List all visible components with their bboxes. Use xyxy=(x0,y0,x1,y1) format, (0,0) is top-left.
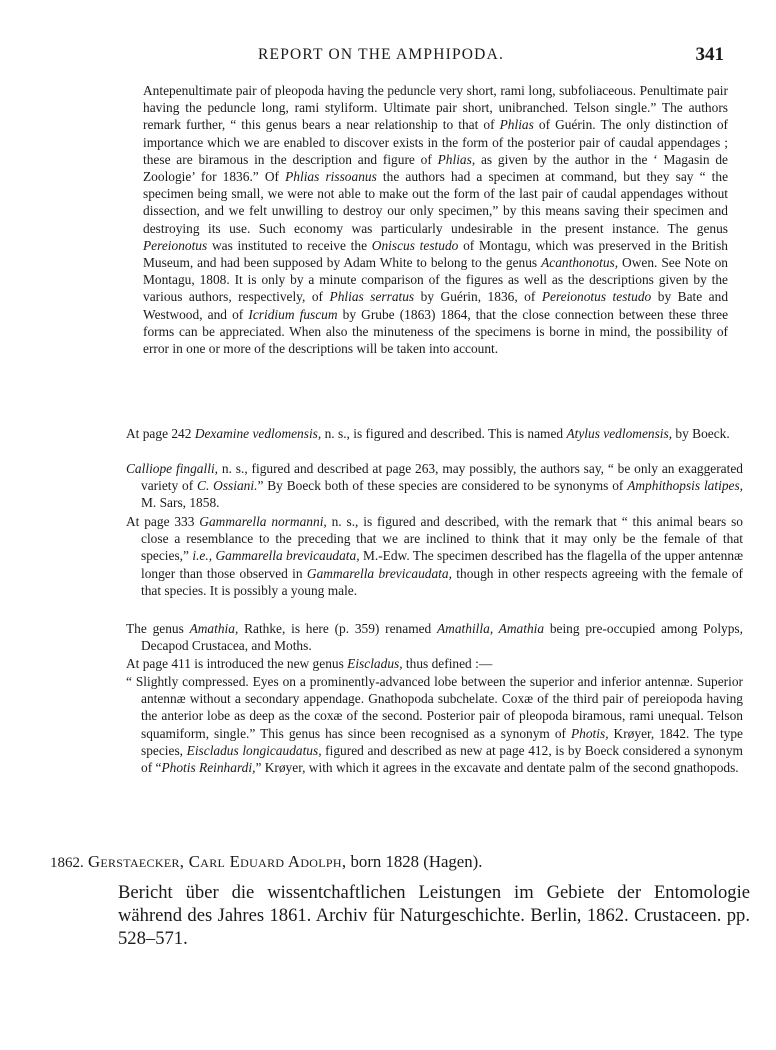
taxon-name: Calliope fingalli, xyxy=(126,461,219,476)
taxon-name: Pereionotus xyxy=(143,237,208,253)
text-run: Rathke, is here (p. 359) renamed xyxy=(238,621,437,636)
taxon-name: Dexamine vedlomensis, xyxy=(194,426,322,441)
taxon-name: Atylus vedlomensis, xyxy=(566,426,673,441)
text-run: figured and described as new at page 412, is by Boeck considered a synonym of “ xyxy=(141,742,743,776)
text-run: of Guérin. The only distinction of importance which we are enabled to discover exists in the form of the posterior pair of caudal appendages ; these are biramous in the description and figure of xyxy=(143,117,728,167)
text-run: At page 333 xyxy=(126,514,200,529)
entry-year: 1862. xyxy=(50,855,84,871)
text-run: n. s., figured and described at page 263, may possibly, the authors say, “ be only an exaggerated variety of xyxy=(141,461,743,494)
text-run: At page 411 is introduced the new genus xyxy=(126,656,348,671)
text-run: being pre-occupied among Polyps, Decapod Crustacea, and Moths. xyxy=(141,621,743,654)
paragraph-amathia xyxy=(126,620,743,654)
quote-continuation xyxy=(143,82,728,357)
taxon-name: Pereionotus testudo xyxy=(541,289,652,305)
text-run: by Grube (1863) 1864, that the close connection between these three forms can be appreciated. When also the minuteness of the specimens is borne in mind, the possibility of error in one or more of the descriptions will be taken into account. xyxy=(143,306,729,357)
paragraph-eiscladus-definition xyxy=(126,673,743,776)
text-run: Krøyer, 1842. The type species, xyxy=(141,725,744,758)
text-run: of Montagu, which was preserved in the British Museum, and had been supposed by Adam White to belong to the genus xyxy=(143,237,728,271)
abbrev-ie: i.e., xyxy=(192,548,213,564)
taxon-name: Amphithopsis latipes, xyxy=(627,478,744,494)
text-run: M. Sars, 1858. xyxy=(141,495,220,511)
taxon-name: Amathia, xyxy=(189,621,239,636)
taxon-name: C. Ossiani. xyxy=(197,478,258,494)
taxon-name: Gammarella brevicaudata, xyxy=(306,565,452,581)
text-run: The genus xyxy=(126,621,190,636)
running-head xyxy=(0,44,776,68)
taxon-name: Photis, xyxy=(570,725,609,741)
taxon-name: Eiscladus longicaudatus, xyxy=(186,742,322,758)
entry-author: Gerstaecker, Carl Eduard Adolph, xyxy=(87,852,347,871)
paragraph-gammarella xyxy=(126,513,743,599)
text-run: M.-Edw. The specimen described has the flagella of the upper antennæ longer than those observed in xyxy=(141,548,743,581)
text-run: by Bate and Westwood, and of xyxy=(143,289,729,322)
taxon-name: Oniscus testudo xyxy=(371,237,459,253)
bibliography-entry xyxy=(50,851,750,949)
text-run: ” By Boeck both of these species are considered to be synonyms of xyxy=(257,478,628,494)
paragraph-eiscladus-intro xyxy=(126,655,728,672)
entry-citation xyxy=(118,881,750,950)
text-run: thus defined :— xyxy=(402,656,493,671)
text-run: At page 242 xyxy=(126,426,195,441)
paragraph-calliope xyxy=(126,460,743,512)
taxon-name: Icridium fuscum xyxy=(248,306,338,322)
text-run: by Guérin, 1836, of xyxy=(414,289,542,305)
taxon-name: Gammarella brevicaudata, xyxy=(215,548,360,564)
text-run: ” Krøyer, with which it agrees in the excavate and dentate palm of the second gnathopods. xyxy=(255,760,739,776)
text-run: “ Slightly compressed. Eyes on a prominently-advanced lobe between the superior and inferior antennæ. Superior antennæ without a secondary appendage. Gnathopoda subchelate. Coxæ of the third pair of pereiopoda having the anterior lobe as deep as the coxæ of the second. Posterior pair of pleopoda biramous, rami unequal. Telson squamiform, single.” This genus has since been recognised as a synonym of xyxy=(126,674,743,741)
taxon-name: Gammarella normanni, xyxy=(199,514,327,529)
paragraph-dexamine xyxy=(126,425,743,442)
taxon-name: Phlias rissoanus xyxy=(285,169,377,185)
text-run: Antepenultimate pair of pleopoda having the peduncle very short, rami long, subfoliaceous. Penultimate pair having the peduncle long, rami styliform. Ultimate pair short, unibranched. Telson single.” The authors remark further, “ this genus bears a near relationship to that of xyxy=(143,83,728,133)
entry-heading xyxy=(50,851,740,874)
taxon-name: Phlias, xyxy=(437,151,476,167)
taxon-name: Phlias xyxy=(499,117,534,133)
taxon-name: Phlias serratus xyxy=(329,289,415,305)
taxon-name: Amathilla, Amathia xyxy=(437,621,545,636)
citation-text: Bericht über die wissentchaftlichen Leistungen im Gebiete der Entomologie während des Jahres 1861. Archiv für Naturgeschichte. Berlin, 1862. Crustaceen. pp. 528–571. xyxy=(118,882,750,949)
running-title: REPORT ON THE AMPHIPODA. xyxy=(258,46,505,63)
text-run: n. s., is figured and described, with the remark that “ this animal bears so close a resemblance to the preceding that we are inclined to think that it may only be the female of that species,” xyxy=(141,514,743,564)
taxon-name: Acanthonotus, xyxy=(541,255,619,271)
page-number: 341 xyxy=(695,44,724,65)
entry-born: born 1828 (Hagen). xyxy=(346,852,483,871)
text-run: n. s., is figured and described. This is named xyxy=(321,426,567,441)
text-run: by Boeck. xyxy=(672,426,730,441)
text-run: though in other respects agreeing with the female of that species. It is possibly a young male. xyxy=(141,565,743,598)
text-run: the authors had a specimen at command, but they say “ the specimen being small, we were not able to make out the form of the last pair of caudal appendages without dissection, and we felt unwilling to destroy our only specimen,” by this means saving their specimen and destroying its use. Such economy was particularly undesirable in the present instance. The genus xyxy=(143,169,729,236)
text-run: as given by the author in the ‘ Magasin de Zoologie’ for 1836.” Of xyxy=(143,151,729,185)
text-run: Owen. See Note on Montagu, 1808. It is only by a minute comparison of the figures as well as the descriptions given by the various authors, respectively, of xyxy=(143,255,728,305)
taxon-name: Photis Reinhardi, xyxy=(161,760,256,776)
text-run: was instituted to receive the xyxy=(207,237,372,253)
taxon-name: Eiscladus, xyxy=(347,656,403,671)
